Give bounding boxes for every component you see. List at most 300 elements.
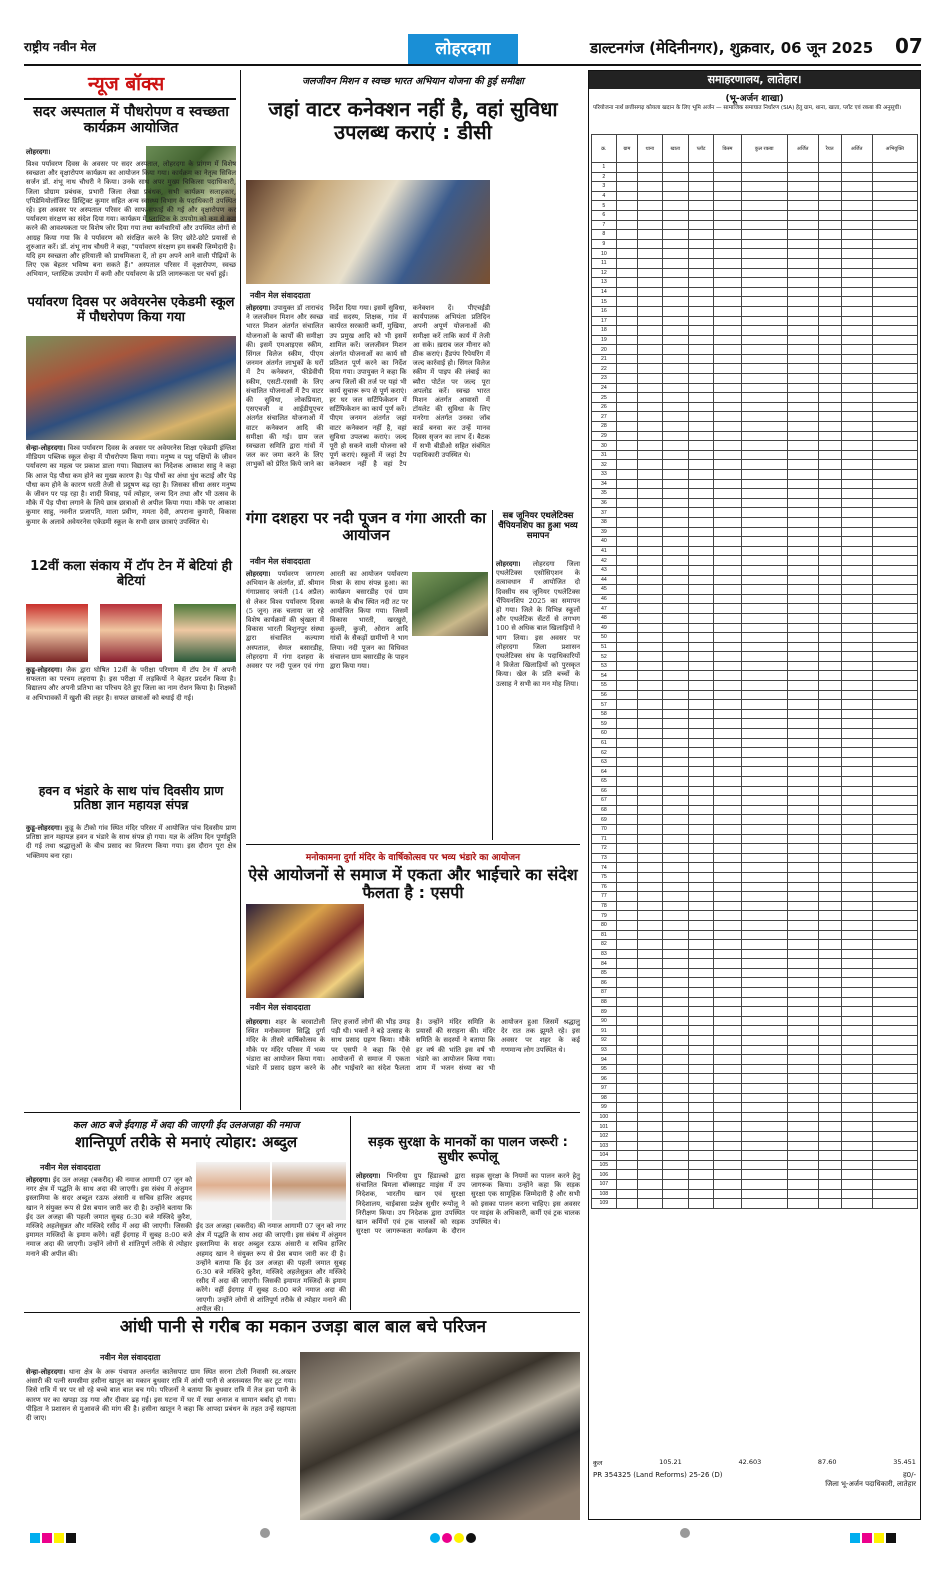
land-cell [638,402,662,412]
land-cell [818,623,841,633]
land-cell [689,1179,714,1189]
land-cell [741,402,787,412]
land-cell [741,882,787,892]
land-cell [689,738,714,748]
land-cell [714,470,742,480]
land-cell: 22 [592,364,617,374]
land-cell: 103 [592,1141,617,1151]
land-cell [841,172,872,182]
land-cell: 13 [592,278,617,288]
land-cell [714,642,742,652]
land-cell [689,1189,714,1199]
land-cell [787,326,818,336]
land-cell [714,959,742,969]
land-cell [714,1103,742,1113]
land-cell [616,824,637,834]
land-cell [841,872,872,882]
land-cell [841,1036,872,1046]
land-cell [872,1112,917,1122]
land-cell [616,182,637,192]
land-cell [616,546,637,556]
land-cell [818,949,841,959]
land-cell [818,489,841,499]
land-cell: 11 [592,258,617,268]
land-cell [689,210,714,220]
land-cell [741,1045,787,1055]
land-cell [616,374,637,384]
land-table-row [592,1170,918,1180]
land-cell [841,681,872,691]
land-cell [638,249,662,259]
land-cell [741,1151,787,1161]
land-cell [818,978,841,988]
land-cell [616,1093,637,1103]
land-cell [872,508,917,518]
land-cell [714,978,742,988]
land-cell [616,671,637,681]
land-cell [787,1064,818,1074]
land-cell [662,537,689,547]
land-cell [638,604,662,614]
land-cell [872,412,917,422]
land-cell: 9 [592,239,617,249]
land-cell [741,892,787,902]
land-cell [714,1151,742,1161]
land-cell: 107 [592,1179,617,1189]
land-cell [714,1122,742,1132]
land-cell [638,210,662,220]
land-col-header: अर्जित [841,135,872,163]
land-cell [616,163,637,173]
land-cell [616,441,637,451]
land-cell [638,892,662,902]
land-cell [841,892,872,902]
land-table-row [592,1016,918,1026]
land-cell [662,402,689,412]
land-cell [616,613,637,623]
page-header [0,0,945,66]
land-cell [818,1151,841,1161]
land-cell [872,1131,917,1141]
land-cell [818,210,841,220]
color-bar-right [850,1528,898,1547]
land-cell [689,633,714,643]
land-cell [638,1007,662,1017]
land-cell [638,594,662,604]
land-cell [662,748,689,758]
land-cell [872,681,917,691]
land-cell: 81 [592,930,617,940]
land-cell [638,431,662,441]
section-tag: लोहरदगा [408,34,518,64]
land-cell [638,191,662,201]
land-cell [741,1016,787,1026]
land-cell [714,258,742,268]
land-cell [841,230,872,240]
land-cell [741,1179,787,1189]
land-cell [818,1064,841,1074]
land-cell [872,575,917,585]
land-cell [662,633,689,643]
land-cell: 54 [592,671,617,681]
land-cell [818,777,841,787]
land-cell [689,1007,714,1017]
land-cell [818,1026,841,1036]
land-cell [741,441,787,451]
land-cell [638,920,662,930]
land-cell [689,441,714,451]
photo-sp-speech [246,904,364,998]
land-cell [741,1160,787,1170]
land-cell: 25 [592,393,617,403]
headline-awareness: पर्यावरण दिवस पर अवेयरनेस एकेडमी स्कूल में पौधरोपण किया गया [27,295,235,325]
land-cell [689,498,714,508]
land-cell [841,1016,872,1026]
land-cell [689,978,714,988]
land-cell [689,374,714,384]
land-table-row [592,863,918,873]
land-cell [689,556,714,566]
land-cell [662,268,689,278]
land-cell [841,431,872,441]
land-cell [741,719,787,729]
land-table-row [592,470,918,480]
land-cell [714,527,742,537]
land-cell: 82 [592,940,617,950]
land-cell [662,920,689,930]
land-cell [616,988,637,998]
land-cell [872,1045,917,1055]
land-table-row [592,748,918,758]
land-cell [714,930,742,940]
land-cell [872,1026,917,1036]
land-cell [616,709,637,719]
land-cell [616,565,637,575]
land-cell [872,604,917,614]
land-cell [841,556,872,566]
land-cell [638,805,662,815]
land-cell [841,709,872,719]
land-cell: 71 [592,834,617,844]
land-cell [662,930,689,940]
land-cell [689,997,714,1007]
land-cell [818,470,841,480]
land-cell [714,1007,742,1017]
land-cell [741,796,787,806]
land-total-3: 87.60 [817,1458,837,1466]
land-cell [662,719,689,729]
land-cell [787,422,818,432]
land-cell [741,287,787,297]
land-cell [841,201,872,211]
land-cell [872,210,917,220]
land-cell [616,700,637,710]
land-cell: 65 [592,777,617,787]
land-cell: 61 [592,738,617,748]
land-cell: 30 [592,441,617,451]
land-cell [714,268,742,278]
land-cell: 24 [592,383,617,393]
land-cell [714,565,742,575]
land-cell [689,537,714,547]
land-cell [818,316,841,326]
land-cell [616,1199,637,1209]
land-cell [787,441,818,451]
land-cell [638,268,662,278]
land-cell [872,805,917,815]
land-cell [689,470,714,480]
land-cell [841,1112,872,1122]
land-cell: 108 [592,1189,617,1199]
land-cell [841,354,872,364]
land-cell [689,489,714,499]
land-cell [741,1074,787,1084]
land-cell [841,786,872,796]
land-cell [689,1131,714,1141]
land-cell [638,681,662,691]
land-cell [689,1199,714,1209]
land-cell [741,613,787,623]
land-cell [714,335,742,345]
land-cell [841,1055,872,1065]
land-cell [818,1160,841,1170]
land-cell [689,815,714,825]
land-cell [638,1131,662,1141]
land-cell: 89 [592,1007,617,1017]
land-cell [689,220,714,230]
land-cell [714,1084,742,1094]
land-cell [662,326,689,336]
land-cell [872,949,917,959]
land-cell [841,1160,872,1170]
land-cell: 92 [592,1036,617,1046]
land-cell: 63 [592,757,617,767]
land-cell [872,354,917,364]
land-cell [616,978,637,988]
land-cell [872,316,917,326]
land-cell [662,450,689,460]
land-cell: 74 [592,863,617,873]
land-cell [689,805,714,815]
land-cell [872,777,917,787]
land-cell: 99 [592,1103,617,1113]
land-cell [662,901,689,911]
land-cell [714,402,742,412]
land-cell: 45 [592,585,617,595]
land-cell [841,335,872,345]
land-cell [689,508,714,518]
land-cell [714,1045,742,1055]
land-cell [818,1131,841,1141]
land-cell [662,1084,689,1094]
land-cell [872,853,917,863]
land-cell [872,479,917,489]
land-cell [872,268,917,278]
land-cell [872,335,917,345]
land-cell [787,949,818,959]
land-cell [741,863,787,873]
land-cell [662,1189,689,1199]
land-cell [818,1179,841,1189]
land-cell [841,470,872,480]
land-cell [714,690,742,700]
land-cell [872,393,917,403]
land-cell [741,681,787,691]
land-cell [638,527,662,537]
land-cell [818,633,841,643]
land-cell [872,191,917,201]
land-table-row [592,565,918,575]
land-cell [841,1026,872,1036]
land-signatory: ह0/- जिला भू-अर्जन पदाधिकारी, लातेहार [825,1471,916,1488]
land-cell [787,872,818,882]
land-cell [787,738,818,748]
land-cell [689,777,714,787]
land-cell [638,1160,662,1170]
land-cell [616,738,637,748]
land-cell [841,1074,872,1084]
land-cell [872,287,917,297]
land-cell [689,920,714,930]
lead-body: लोहरदगा। उपायुक्त डॉ ताराचंद ने जलजीवन मिशन और स्वच्छ भारत मिशन अंतर्गत संचालित योजनाओं के कार्यों की समीक्षा की। इसमें एमआइएस स्कीम, सिंगल विलेज स्कीम, पीएम जनमन अंतर्गत लाभुकों के घरों में टैप कनेक्शन, फीडेवीयी स्कीम, एसटी-एससी के लिए संचालित योजनाओं में टैप वाटर की सुविधा, लोकप्रियता, एसएचजी व आईडीयूएचर अंतर्गत संचालित योजनाओं में वाटर कनेक्शन आदि की समीक्षा की गई। ग्राम जल स्वच्छता समिति द्वारा गांवों में जल कर जमा करने के लिए लाभुकों को प्रेरित किये जाने का निर्देश दिया गया। इसमें सुविधा, वार्ड सदस्य, शिक्षक, गांव में कार्यरत सरकारी कर्मी, मुखिया, उप प्रमुख आदि को भी इसमें शामिल करें। जलजीवन मिशन अंतर्गत योजनाओं का कार्य सौ प्रतिशत पूर्ण करने का निर्देश दिया गया। उपायुक्त ने कहा कि अन्य जिलों की तर्ज पर यहां भी कार्य सुचारू रूप से पूर्ण कराएं। हर घर जल सर्टिफिकेशन में सर्टिफिकेशन का कार्य पूर्ण करें। पीएम जनमन अंतर्गत जहां वाटर कनेक्शन नहीं है, वहां सुविधा उपलब्ध कराएं। जल्द पूरी हो सकने वाली योजना को पूर्ण कराएं। स्कूलों में जहां टैप कनेक्शन नहीं है वहां टैप कनेक्शन दें। पीएचईडी कार्यपालक अभियंता प्रतिदिन अपनी अपूर्ण योजनाओं की समीक्षा करें ताकि कार्य में तेजी आ सके। ख़राब जल मीनार को ठीक कराएं। हैंडपंप रिपेयरिंग में जल्द कार्रवाई हो। सिंगल विलेज स्कीम में पाइप की लंबाई का ब्यौरा पोर्टल पर जल्द पूरा अपलोड करें। स्वच्छ भारत मिशन अंतर्गत आवासों में टॉयलेट की सुविधा के लिए मनरेगा अंतर्गत उनका जॉब कार्ड बनवा कर उन्हें मानव दिवस सृजन का लाभ दें। बैठक में सभी बीडीओ सहित संबंधित पदाधिकारी उपस्थित थे। [246,304,490,469]
land-cell: 43 [592,565,617,575]
land-cell [638,834,662,844]
land-cell [841,738,872,748]
land-cell [714,210,742,220]
land-cell [872,1074,917,1084]
land-cell [741,210,787,220]
land-notice [588,70,921,1520]
land-cell [841,316,872,326]
land-cell [841,1122,872,1132]
land-cell [616,249,637,259]
land-cell [741,786,787,796]
land-cell [787,470,818,480]
land-cell [741,422,787,432]
land-cell [818,709,841,719]
land-cell [714,681,742,691]
land-cell [616,930,637,940]
land-cell [638,1189,662,1199]
land-cell [872,892,917,902]
land-cell [841,220,872,230]
land-cell [662,767,689,777]
land-cell [714,230,742,240]
land-table-row [592,757,918,767]
land-cell [714,729,742,739]
land-cell [714,537,742,547]
land-cell [872,220,917,230]
land-cell [787,556,818,566]
land-cell [787,709,818,719]
land-table-row [592,556,918,566]
land-cell [638,326,662,336]
land-cell [638,719,662,729]
land-cell [787,1170,818,1180]
eid-kicker: कल आठ बजे ईदगाह में अदा की जाएगी ईद उलअजहा की नमाज [72,1120,300,1131]
land-cell [872,968,917,978]
land-cell [818,1170,841,1180]
land-cell [616,172,637,182]
land-table-row [592,901,918,911]
land-cell [662,968,689,978]
headline-toppers: 12वीं कला संकाय में टॉप टेन में बेटियां ही बेटियां [30,559,232,589]
land-cell [787,1199,818,1209]
land-cell [818,508,841,518]
land-cell [787,210,818,220]
land-cell: 75 [592,872,617,882]
land-cell [662,1160,689,1170]
land-cell [872,1160,917,1170]
land-cell [818,517,841,527]
land-cell: 17 [592,316,617,326]
land-cell [818,364,841,374]
land-cell [638,949,662,959]
land-cell [662,872,689,882]
land-cell [714,652,742,662]
land-cell [818,479,841,489]
land-cell [689,901,714,911]
land-cell [741,345,787,355]
land-cell [638,1151,662,1161]
land-cell [841,364,872,374]
land-cell [714,1055,742,1065]
land-cell [872,767,917,777]
land-cell [638,1093,662,1103]
land-cell [662,546,689,556]
land-cell: 88 [592,997,617,1007]
land-cell [638,172,662,182]
land-col-header: प्लॉट [689,135,714,163]
land-cell [872,306,917,316]
land-cell [841,1189,872,1199]
land-cell [714,374,742,384]
land-cell [689,182,714,192]
land-cell [818,882,841,892]
sp-kicker: मनोकामना दुर्गा मंदिर के वार्षिकोत्सव पर भव्य भंडारे का आयोजन [305,853,521,863]
land-cell: 44 [592,575,617,585]
lead-kicker: जलजीवन मिशन व स्वच्छ भारत अभियान योजना की हुई समीक्षा [302,76,524,87]
land-cell [638,988,662,998]
land-cell: 5 [592,201,617,211]
land-cell [787,230,818,240]
land-cell [818,661,841,671]
land-cell [689,949,714,959]
land-cell [616,268,637,278]
land-cell [689,690,714,700]
land-cell: 76 [592,882,617,892]
land-cell [616,393,637,403]
story-toppers-body: कुडू-लोहरदगा। जैक द्वारा घोषित 12वीं के परीक्षा परिणाम में टॉप टेन में अपनी सफलता का परचम लहराया है। इस परीक्षा में लड़कियों ने बेहतर प्रदर्शन किया है। विद्यालय और अपनी प्रतिभा का परिचय देते हुए जिला का नाम रोशन किया है। शिक्षकों व अभिभावकों में खुशी की लहर है। सफल छात्राओं को बधाई दी गई। [26,666,236,702]
land-cell [714,249,742,259]
land-table-row [592,402,918,412]
land-cell [616,498,637,508]
land-cell [872,527,917,537]
land-cell [638,824,662,834]
land-cell [818,1103,841,1113]
land-cell [689,297,714,307]
land-cell [872,920,917,930]
land-cell [841,537,872,547]
land-cell [662,604,689,614]
land-table-row [592,374,918,384]
land-cell [714,191,742,201]
land-cell [787,1151,818,1161]
land-cell [841,489,872,499]
land-cell [638,1084,662,1094]
land-cell [638,690,662,700]
land-cell [638,1055,662,1065]
